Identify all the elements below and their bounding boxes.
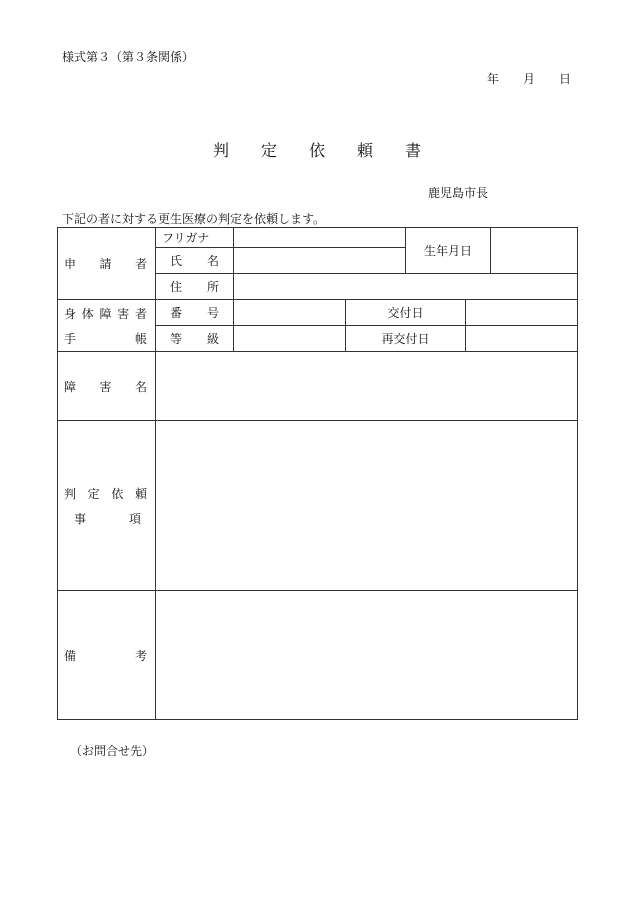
birthdate-field[interactable]	[491, 228, 578, 274]
number-field[interactable]	[234, 300, 346, 326]
birthdate-label: 生年月日	[406, 228, 491, 274]
remarks-field[interactable]	[156, 591, 578, 720]
number-label: 番 号	[156, 300, 234, 326]
form-number: 様式第３（第３条関係）	[62, 50, 195, 64]
name-label: 氏 名	[156, 248, 234, 274]
intro-text: 下記の者に対する更生医療の判定を依頼します。	[62, 212, 326, 226]
issue-date-field[interactable]	[466, 300, 578, 326]
date-line	[487, 70, 571, 87]
request-items-field[interactable]	[156, 421, 578, 591]
remarks-label: 備 考	[58, 591, 156, 720]
date-month: 月	[523, 72, 536, 86]
handbook-label: 身 体 障 害 者 手 帳	[58, 300, 156, 352]
request-form-table	[57, 227, 578, 720]
addressee: 鹿児島市長	[428, 186, 489, 200]
contact-label: （お問合せ先）	[70, 744, 155, 758]
date-day: 日	[559, 72, 572, 86]
disability-name-field[interactable]	[156, 352, 578, 421]
issue-date-label: 交付日	[346, 300, 466, 326]
document-title: 判 定 依 頼 書	[213, 141, 422, 160]
address-field[interactable]	[234, 274, 578, 300]
name-field[interactable]	[234, 248, 406, 274]
date-year: 年	[487, 72, 500, 86]
furigana-field[interactable]	[234, 228, 406, 248]
request-items-label: 判 定 依 頼 事 項	[58, 421, 156, 591]
reissue-date-field[interactable]	[466, 326, 578, 352]
grade-label: 等 級	[156, 326, 234, 352]
furigana-label: フリガナ	[156, 228, 234, 248]
address-label: 住 所	[156, 274, 234, 300]
grade-field[interactable]	[234, 326, 346, 352]
disability-name-label: 障 害 名	[58, 352, 156, 421]
applicant-label: 申 請 者	[58, 228, 156, 300]
reissue-date-label: 再交付日	[346, 326, 466, 352]
